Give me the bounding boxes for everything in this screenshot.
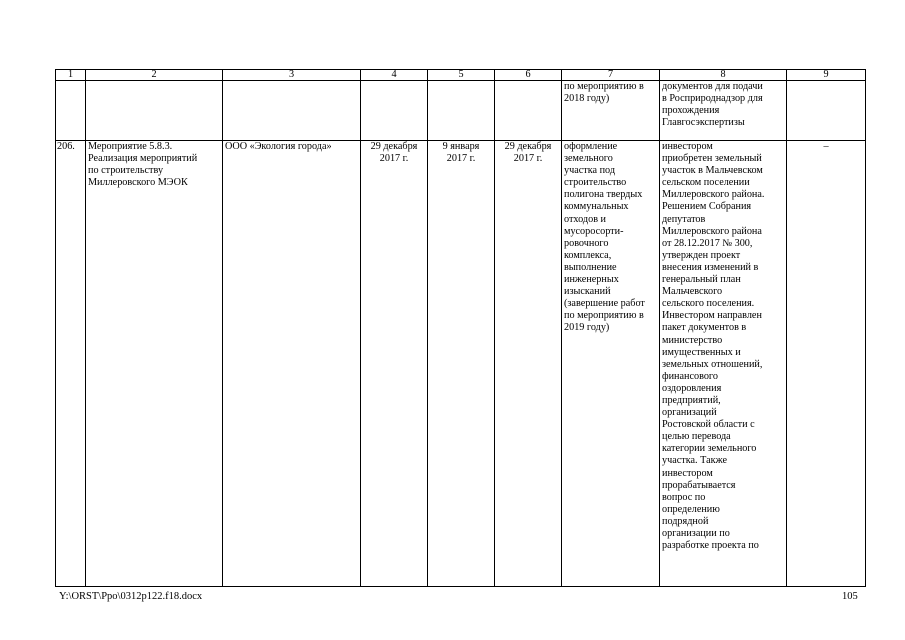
cell-activity bbox=[86, 81, 223, 141]
column-number-8: 8 bbox=[660, 70, 787, 81]
cell-planned-date: 29 декабря 2017 г. bbox=[361, 141, 428, 587]
cell-number: 206. bbox=[56, 141, 86, 587]
cell-notes bbox=[787, 81, 866, 141]
column-number-1: 1 bbox=[56, 70, 86, 81]
cell-end-date bbox=[495, 81, 562, 141]
column-number-5: 5 bbox=[428, 70, 495, 81]
cell-expected-result: оформление земельного участка под строительство полигона твердых коммунальных отходов и мусоросорти- ровочного комплекса, выполнение инженерных изысканий (завершение работ по мероприятию в 2019 году) bbox=[562, 141, 660, 587]
cell-planned-date bbox=[361, 81, 428, 141]
cell-expected-result: по мероприятию в 2018 году) bbox=[562, 81, 660, 141]
cell-activity: Мероприятие 5.8.3. Реализация мероприятий по строительству Миллеровского МЭОК bbox=[86, 141, 223, 587]
cell-number bbox=[56, 81, 86, 141]
cell-start-date bbox=[428, 81, 495, 141]
cell-notes: – bbox=[787, 141, 866, 587]
cell-executor: ООО «Экология города» bbox=[223, 141, 361, 587]
cell-executor bbox=[223, 81, 361, 141]
column-number-3: 3 bbox=[223, 70, 361, 81]
table-header-row bbox=[56, 70, 866, 81]
page-number: 105 bbox=[842, 591, 858, 602]
table-row-206 bbox=[56, 141, 866, 587]
column-number-6: 6 bbox=[495, 70, 562, 81]
cell-end-date: 29 декабря 2017 г. bbox=[495, 141, 562, 587]
column-number-2: 2 bbox=[86, 70, 223, 81]
report-table bbox=[55, 69, 866, 587]
footer-file-path: Y:\ORST\Ppo\0312p122.f18.docx bbox=[59, 591, 203, 602]
cell-actual-result: инвестором приобретен земельный участок в Мальчевском сельском поселении Миллеровского района. Решением Собрания депутатов Миллеровского района от 28.12.2017 № 300, утвержден проект внесения изменений в генеральный план Мальчевского сельского поселения. Инвестором направлен пакет документов в министерство имущественных и земельных отношений, финансового оздоровления предприятий, организаций Ростовской области с целью перевода категории земельного участка. Также инвестором прорабатывается вопрос по определению подрядной организации по разработке проекта по bbox=[660, 141, 787, 587]
cell-actual-result: документов для подачи в Росприроднадзор для прохождения Главгосэкспертизы bbox=[660, 81, 787, 141]
column-number-4: 4 bbox=[361, 70, 428, 81]
column-number-9: 9 bbox=[787, 70, 866, 81]
column-number-7: 7 bbox=[562, 70, 660, 81]
cell-start-date: 9 января 2017 г. bbox=[428, 141, 495, 587]
table-row-continuation bbox=[56, 81, 866, 141]
